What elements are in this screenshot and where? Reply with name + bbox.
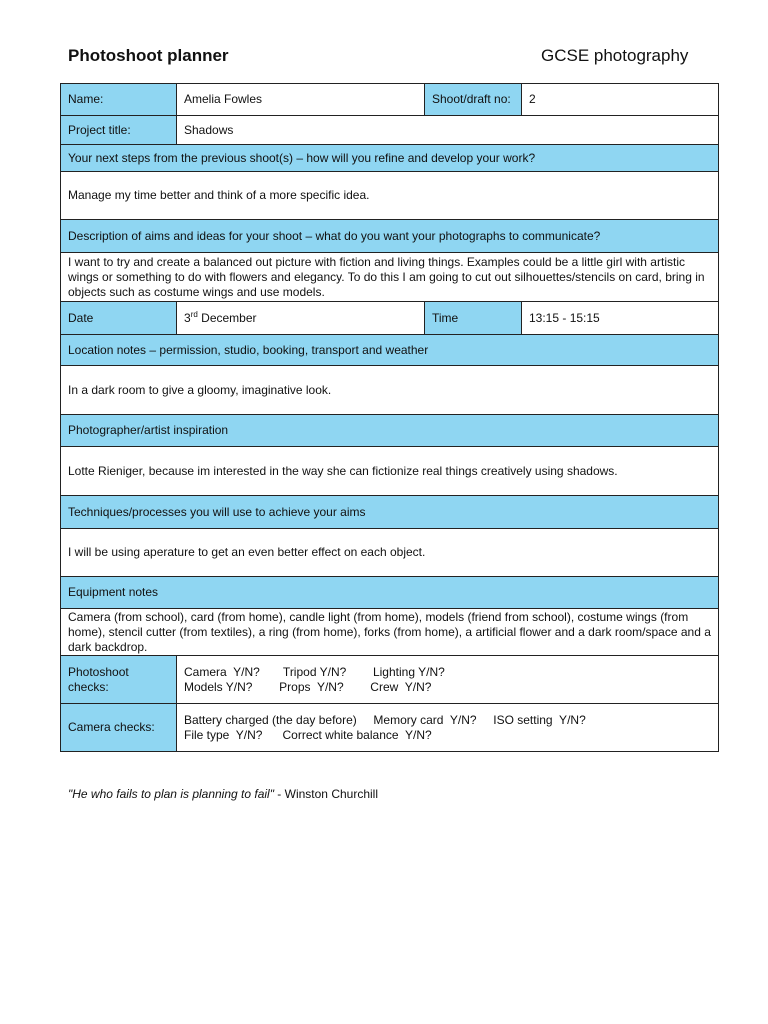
techniques-value[interactable]: I will be using aperature to get an even better effect on each object. — [61, 529, 719, 577]
project-value[interactable]: Shadows — [177, 116, 719, 145]
inspiration-value[interactable]: Lotte Rieniger, because im interested in the way she can fictionize real things creatively using shadows. — [61, 447, 719, 496]
camera-checks-line-1: Battery charged (the day before) Memory card Y/N? ISO setting Y/N? — [184, 712, 586, 727]
subject-title: GCSE photography — [541, 46, 689, 65]
time-label: Time — [425, 302, 522, 335]
photoshoot-checks-value[interactable] — [177, 656, 719, 704]
camera-checks-value[interactable] — [177, 704, 719, 752]
location-row — [61, 366, 719, 415]
photoshoot-checks-line-1: Camera Y/N? Tripod Y/N? Lighting Y/N? — [184, 664, 445, 679]
next-steps-heading-row — [61, 145, 719, 172]
quote — [68, 787, 378, 801]
photoshoot-checks-row — [61, 656, 719, 704]
location-heading-row — [61, 335, 719, 366]
camera-checks-line-2: File type Y/N? Correct white balance Y/N? — [184, 727, 432, 742]
equipment-label: Equipment notes — [61, 577, 719, 609]
next-steps-value[interactable]: Manage my time better and think of a more specific idea. — [61, 172, 719, 220]
project-label: Project title: — [61, 116, 177, 145]
photoshoot-checks-label: Photoshoot checks: — [61, 656, 177, 704]
aims-value[interactable]: I want to try and create a balanced out picture with fiction and living things. Examples could be a little girl with artistic wings or something to do with flowers and elegancy. To do this I am going to cut out silhouettes/stencils on card, bring in objects such as costume wings and use models. — [61, 253, 719, 302]
date-time-row — [61, 302, 719, 335]
techniques-row — [61, 529, 719, 577]
date-day: 3 — [184, 310, 191, 325]
next-steps-row — [61, 172, 719, 220]
quote-author: - Winston Churchill — [273, 787, 378, 801]
shoot-label: Shoot/draft no: — [425, 84, 522, 116]
time-value[interactable]: 13:15 - 15:15 — [522, 302, 719, 335]
date-month: December — [197, 310, 257, 325]
next-steps-label: Your next steps from the previous shoot(s) – how will you refine and develop your work? — [61, 145, 719, 172]
inspiration-label: Photographer/artist inspiration — [61, 415, 719, 447]
photoshoot-checks-line-2: Models Y/N? Props Y/N? Crew Y/N? — [184, 679, 432, 694]
equipment-heading-row — [61, 577, 719, 609]
techniques-label: Techniques/processes you will use to achieve your aims — [61, 496, 719, 529]
inspiration-row — [61, 447, 719, 496]
aims-row — [61, 253, 719, 302]
date-value[interactable] — [177, 302, 425, 335]
date-label: Date — [61, 302, 177, 335]
quote-text: "He who fails to plan is planning to fail" — [68, 787, 274, 801]
equipment-row — [61, 609, 719, 656]
name-label: Name: — [61, 84, 177, 116]
location-label: Location notes – permission, studio, booking, transport and weather — [61, 335, 719, 366]
location-value[interactable]: In a dark room to give a gloomy, imaginative look. — [61, 366, 719, 415]
aims-label: Description of aims and ideas for your shoot – what do you want your photographs to communicate? — [61, 220, 719, 253]
date-suffix: rd — [190, 309, 198, 319]
planner-table — [60, 83, 719, 752]
camera-checks-row — [61, 704, 719, 752]
project-row — [61, 116, 719, 145]
page-title: Photoshoot planner — [68, 46, 229, 65]
shoot-value[interactable]: 2 — [522, 84, 719, 116]
inspiration-heading-row — [61, 415, 719, 447]
name-value[interactable]: Amelia Fowles — [177, 84, 425, 116]
equipment-value[interactable]: Camera (from school), card (from home), candle light (from home), models (friend from school), costume wings (from home), stencil cutter (from textiles), a ring (from home), forks (from home), a artificial flower and a dark room/space and a dark backdrop. — [61, 609, 719, 656]
name-row — [61, 84, 719, 116]
camera-checks-label: Camera checks: — [61, 704, 177, 752]
aims-heading-row — [61, 220, 719, 253]
techniques-heading-row — [61, 496, 719, 529]
